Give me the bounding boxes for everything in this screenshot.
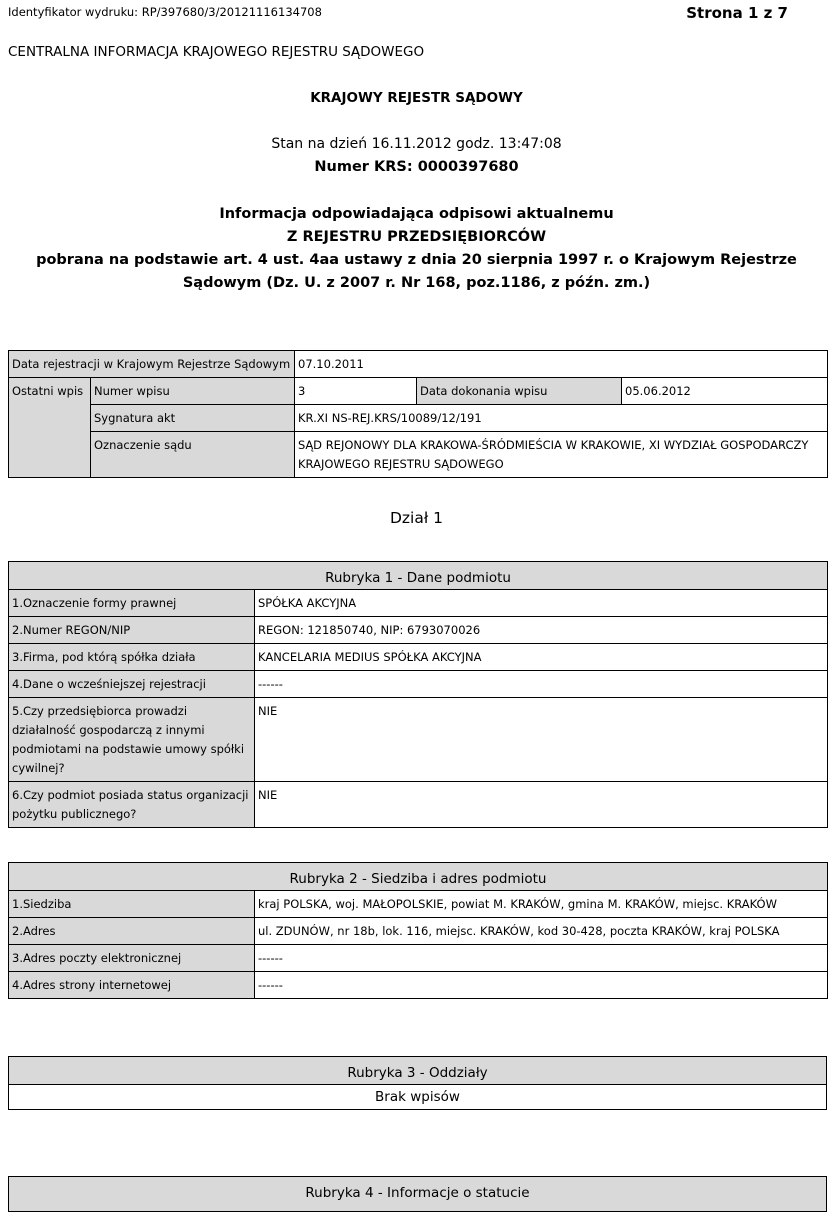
info-block bbox=[0, 203, 833, 295]
rubryka-2-table bbox=[8, 862, 828, 999]
row-label: 4.Adres strony internetowej bbox=[9, 972, 255, 999]
table-header-row bbox=[9, 1177, 827, 1212]
entry-date-value: 05.06.2012 bbox=[622, 378, 828, 405]
row-label: 5.Czy przedsiębiorca prowadzi działalność gospodarczą z innymi podmiotami na podstawie umowy spółki cywilnej? bbox=[9, 698, 255, 782]
row-label: 2.Numer REGON/NIP bbox=[9, 617, 255, 644]
rubryka-4-table bbox=[8, 1176, 827, 1212]
row-value: kraj POLSKA, woj. MAŁOPOLSKIE, powiat M. KRAKÓW, gmina M. KRAKÓW, miejsc. KRAKÓW bbox=[255, 891, 828, 918]
table-row bbox=[9, 698, 828, 782]
reg-date-value: 07.10.2011 bbox=[295, 351, 828, 378]
table-row bbox=[9, 351, 828, 378]
row-value: NIE bbox=[255, 698, 828, 782]
central-title: CENTRALNA INFORMACJA KRAJOWEGO REJESTRU SĄDOWEGO bbox=[8, 44, 425, 60]
last-entry-label: Ostatni wpis bbox=[9, 378, 91, 478]
table-row bbox=[9, 617, 828, 644]
table-row bbox=[9, 891, 828, 918]
table-row bbox=[9, 1085, 827, 1110]
rubryka-1-title: Rubryka 1 - Dane podmiotu bbox=[9, 562, 828, 590]
row-label: 2.Adres bbox=[9, 918, 255, 945]
rubryka-1-table bbox=[8, 561, 828, 828]
row-value: REGON: 121850740, NIP: 6793070026 bbox=[255, 617, 828, 644]
table-row bbox=[9, 782, 828, 828]
row-label: 1.Oznaczenie formy prawnej bbox=[9, 590, 255, 617]
row-value: ul. ZDUNÓW, nr 18b, lok. 116, miejsc. KRAKÓW, kod 30-428, poczta KRAKÓW, kraj POLSKA bbox=[255, 918, 828, 945]
entry-number-label: Numer wpisu bbox=[91, 378, 295, 405]
court-label: Oznaczenie sądu bbox=[91, 432, 295, 478]
table-row bbox=[9, 590, 828, 617]
row-value: ------ bbox=[255, 972, 828, 999]
rubryka-4-title: Rubryka 4 - Informacje o statucie bbox=[9, 1177, 827, 1212]
row-value: KANCELARIA MEDIUS SPÓŁKA AKCYJNA bbox=[255, 644, 828, 671]
row-value: ------ bbox=[255, 671, 828, 698]
info-line: pobrana na podstawie art. 4 ust. 4aa ustawy z dnia 20 sierpnia 1997 r. o Krajowym Rejestrze bbox=[36, 252, 797, 268]
case-label: Sygnatura akt bbox=[91, 405, 295, 432]
rubryka-3-title: Rubryka 3 - Oddziały bbox=[9, 1057, 827, 1085]
rubryka-3-table bbox=[8, 1056, 827, 1110]
krs-number: Numer KRS: 0000397680 bbox=[314, 159, 519, 175]
table-row bbox=[9, 644, 828, 671]
row-label: 4.Dane o wcześniejszej rejestracji bbox=[9, 671, 255, 698]
row-label: 3.Firma, pod którą spółka działa bbox=[9, 644, 255, 671]
table-row bbox=[9, 405, 828, 432]
row-label: 1.Siedziba bbox=[9, 891, 255, 918]
row-label: 3.Adres poczty elektronicznej bbox=[9, 945, 255, 972]
row-value: SPÓŁKA AKCYJNA bbox=[255, 590, 828, 617]
table-header-row bbox=[9, 1057, 827, 1085]
table-header-row bbox=[9, 863, 828, 891]
print-identifier: Identyfikator wydruku: RP/397680/3/20121116134708 bbox=[8, 5, 322, 19]
info-line: Informacja odpowiadająca odpisowi aktualnemu bbox=[219, 206, 614, 222]
row-value: ------ bbox=[255, 945, 828, 972]
registration-table bbox=[8, 350, 828, 478]
info-line: Z REJESTRU PRZEDSIĘBIORCÓW bbox=[286, 229, 547, 245]
table-row bbox=[9, 972, 828, 999]
row-label: 6.Czy podmiot posiada status organizacji pożytku publicznego? bbox=[9, 782, 255, 828]
table-row bbox=[9, 918, 828, 945]
status-date: Stan na dzień 16.11.2012 godz. 13:47:08 bbox=[271, 136, 562, 152]
table-row bbox=[9, 378, 828, 405]
rubryka-2-title: Rubryka 2 - Siedziba i adres podmiotu bbox=[9, 863, 828, 891]
no-entries-text: Brak wpisów bbox=[9, 1085, 827, 1110]
entry-date-label: Data dokonania wpisu bbox=[417, 378, 622, 405]
info-line: Sądowym (Dz. U. z 2007 r. Nr 168, poz.1186, z późn. zm.) bbox=[182, 275, 651, 291]
case-value: KR.XI NS-REJ.KRS/10089/12/191 bbox=[295, 405, 828, 432]
register-title: KRAJOWY REJESTR SĄDOWY bbox=[310, 90, 523, 106]
table-row bbox=[9, 432, 828, 478]
row-value: NIE bbox=[255, 782, 828, 828]
page-number: Strona 1 z 7 bbox=[686, 4, 788, 22]
table-row bbox=[9, 671, 828, 698]
section-title: Dział 1 bbox=[389, 509, 444, 527]
court-value: SĄD REJONOWY DLA KRAKOWA-ŚRÓDMIEŚCIA W KRAKOWIE, XI WYDZIAŁ GOSPODARCZY KRAJOWEGO REJESTRU SĄDOWEGO bbox=[295, 432, 828, 478]
table-row bbox=[9, 945, 828, 972]
table-header-row bbox=[9, 562, 828, 590]
reg-date-label: Data rejestracji w Krajowym Rejestrze Sądowym bbox=[9, 351, 295, 378]
entry-number-value: 3 bbox=[295, 378, 417, 405]
